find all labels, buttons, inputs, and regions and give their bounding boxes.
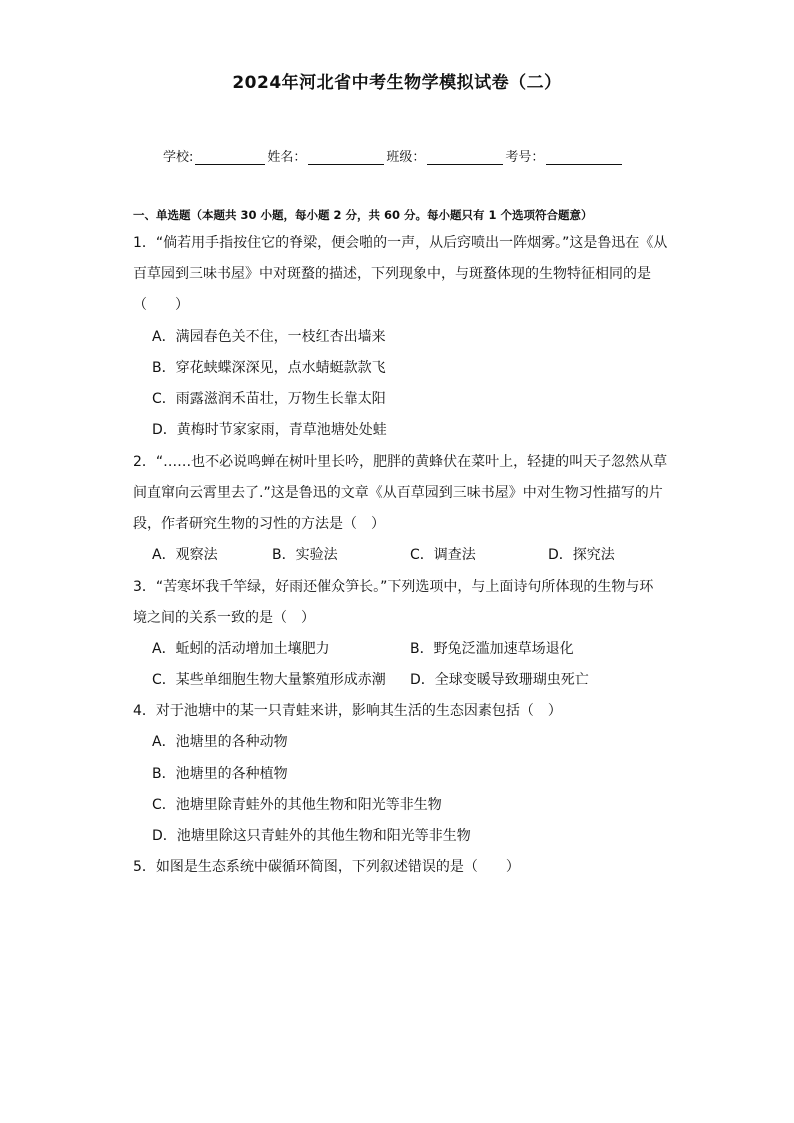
q2-line3: 段，作者研究生物的习性的方法是（ ） <box>133 516 385 532</box>
q3-line2: 境之间的关系一致的是（ ） <box>133 610 315 626</box>
class-blank <box>427 151 503 165</box>
number-label: 考号： <box>505 150 545 165</box>
q2-option-d: D．探究法 <box>548 547 615 563</box>
name-blank <box>308 151 384 165</box>
q2-option-c: C．调查法 <box>410 547 476 563</box>
student-info-row <box>163 146 624 165</box>
q2-option-b: B．实验法 <box>272 547 338 563</box>
school-blank <box>195 151 265 165</box>
q3-line1: 3．“苦寒坏我千竿绿，好雨还催众笋长。”下列选项中，与上面诗句所体现的生物与环 <box>133 579 654 595</box>
q3-option-d: D．全球变暖导致珊瑚虫死亡 <box>410 672 589 688</box>
q2-option-a: A．观察法 <box>152 547 218 563</box>
q4-option-d: D．池塘里除这只青蛙外的其他生物和阳光等非生物 <box>152 828 471 844</box>
exam-title: 2024年河北省中考生物学模拟试卷（二） <box>232 73 562 93</box>
q3-option-a: A．蚯蚓的活动增加土壤肥力 <box>152 641 330 657</box>
q4-option-a: A．池塘里的各种动物 <box>152 734 288 750</box>
q1-option-a: A．满园春色关不住，一枝红杏出墙来 <box>152 329 386 345</box>
q4-option-c: C．池塘里除青蛙外的其他生物和阳光等非生物 <box>152 797 442 813</box>
section-title: 一、单选题（本题共 30 小题，每小题 2 分，共 60 分。每小题只有 1 个选项符合题意） <box>133 208 593 222</box>
number-blank <box>546 151 622 165</box>
q3-option-b: B．野兔泛滥加速草场退化 <box>410 641 574 657</box>
q1-line2: 百草园到三味书屋》中对斑蝥的描述，下列现象中，与斑蝥体现的生物特征相同的是 <box>133 266 651 282</box>
q1-line3: （ ） <box>133 297 189 313</box>
q3-option-c: C．某些单细胞生物大量繁殖形成赤潮 <box>152 672 386 688</box>
q1-option-c: C．雨露滋润禾苗壮，万物生长靠太阳 <box>152 391 386 407</box>
q2-line1: 2．“……也不必说鸣蝉在树叶里长吟，肥胖的黄蜂伏在菜叶上，轻捷的叫天子忽然从草 <box>133 454 668 470</box>
q5-line1: 5．如图是生态系统中碳循环简图，下列叙述错误的是（ ） <box>133 859 520 875</box>
name-label: 姓名： <box>267 150 307 165</box>
q4-option-b: B．池塘里的各种植物 <box>152 766 288 782</box>
q1-line1: 1．“倘若用手指按住它的脊梁，便会啪的一声，从后窍喷出一阵烟雾。”这是鲁迅在《从 <box>133 235 668 251</box>
q1-option-d: D．黄梅时节家家雨，青草池塘处处蛙 <box>152 422 387 438</box>
q4-line1: 4．对于池塘中的某一只青蛙来讲，影响其生活的生态因素包括（ ） <box>133 703 562 719</box>
school-label: 学校: <box>163 150 194 165</box>
class-label: 班级： <box>386 150 426 165</box>
q2-line2: 间直窜向云霄里去了.”这是鲁迅的文章《从百草园到三味书屋》中对生物习性描写的片 <box>133 485 663 501</box>
q1-option-b: B．穿花蛱蝶深深见，点水蜻蜓款款飞 <box>152 360 386 376</box>
